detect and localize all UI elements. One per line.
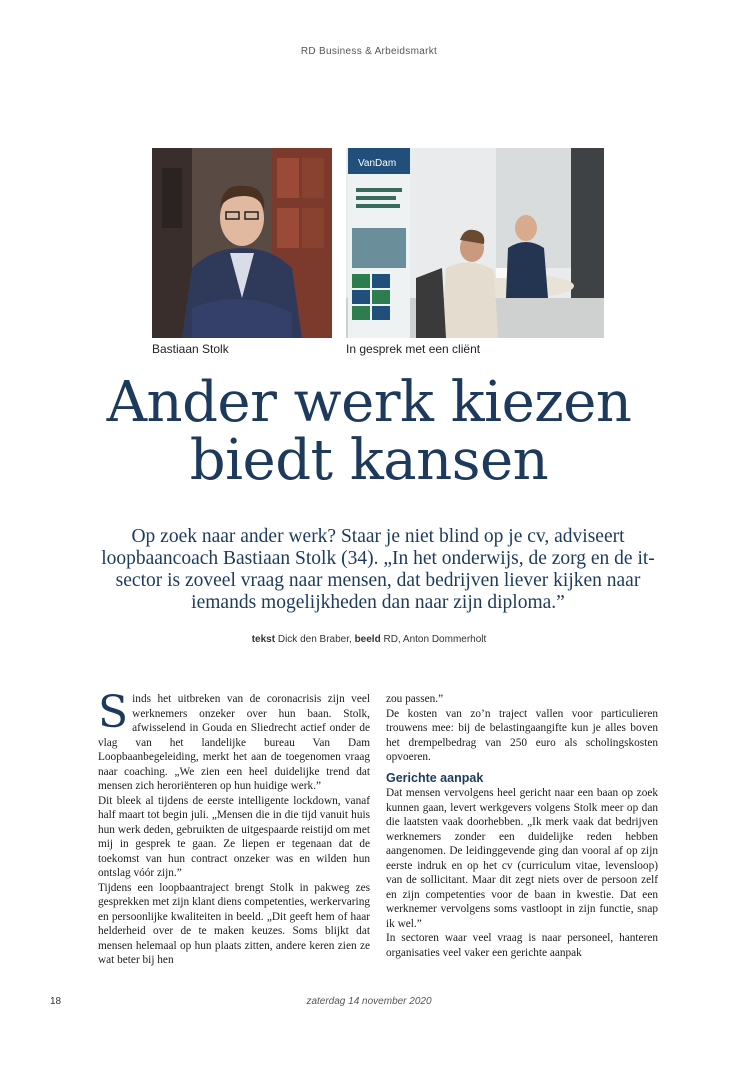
credits-image-label: beeld bbox=[354, 634, 381, 645]
body-column-1 bbox=[98, 687, 370, 968]
body-paragraph: In sectoren waar veel vraag is naar personeel, hanteren organisaties veel vaker een gerichte aanpak bbox=[386, 932, 658, 959]
portrait-caption: Bastiaan Stolk bbox=[152, 342, 229, 356]
meeting-caption: In gesprek met een cliënt bbox=[346, 342, 481, 356]
body-paragraph: Tijdens een loopbaantraject brengt Stolk in pakweg zes gesprekken met zijn klant diens competenties, werkervaring en persoonlijke kwaliteiten in beeld. „Dit geeft hem of haar helderheid over de te maken keuzes. Soms blijkt dat mensen helemaal op hun plaats zitten, andere keren zien ze wat beter bij hen bbox=[98, 881, 370, 966]
credits-text-author: Dick den Braber, bbox=[277, 634, 352, 645]
credits-image-author: RD, Anton Dommerholt bbox=[383, 634, 487, 645]
article-headline bbox=[0, 370, 738, 493]
body-paragraph: zou passen.” bbox=[386, 693, 444, 705]
body-column-2 bbox=[386, 692, 658, 960]
body-paragraph: Sinds het uitbreken van de coronacrisis zijn veel werknemers onzeker over hun baan. Stolk, afwisselend in Gouda en Sliedrecht actief onder de vlag van het landelijke bureau Van Dam Loopbaanbegeleiding, merkt het aan de toegenomen vraag naar coaching. „We zien een heel duidelijke trend dat mensen zich heroriënteren op hun huidige werk.” bbox=[98, 687, 370, 792]
headline-line-1: Ander werk kiezen bbox=[106, 370, 632, 435]
section-subheading: Gerichte aanpak bbox=[386, 770, 484, 785]
meeting-photo bbox=[346, 148, 604, 338]
headline-line-2: biedt kansen bbox=[189, 428, 549, 493]
section-header: RD Business & Arbeidsmarkt bbox=[300, 46, 438, 57]
issue-date: zaterdag 14 november 2020 bbox=[306, 996, 432, 1007]
body-paragraph: Dit bleek al tijdens de eerste intelligente lockdown, vanaf half maart tot begin juli. „Mensen die in die tijd vanuit huis hun werk deden, gebruikten de uitgespaarde reistijd om met mij in gesprek te gaan. Ze liepen er tegenaan dat de toekomst van hun contract onzeker was en wilden hun ontslag vóór zijn.” bbox=[98, 794, 370, 879]
banner-brand-text: VanDam bbox=[358, 158, 397, 169]
body-paragraph: De kosten van zo’n traject vallen voor particulieren trouwens mee: bij de belastingaangifte kun je alles boven het drempelbedrag van 250 euro als scholingskosten opvoeren. bbox=[386, 707, 658, 763]
article-intro: Op zoek naar ander werk? Staar je niet blind op je cv, adviseert loopbaancoach Bastiaan Stolk (34). „In het onderwijs, de zorg en de it-sector is zoveel vraag naar mensen, dat bedrijven liever kijken naar iemands mogelijkheden dan naar zijn diploma.” bbox=[101, 526, 655, 613]
body-paragraph: Dat mensen vervolgens heel gericht naar een baan op zoek kunnen gaan, levert werkgevers volgens Stolk meer op dan die laatsten vaak doorhebben. „Ik merk vaak dat bedrijven werknemers zonder een duidelijke reden hebben aangenomen. De leidinggevende ging dan vooral af op zijn eerste indruk en op het cv (curriculum vitae, levensloop) van de sollicitant. Maar dit zegt niets over de persoon zelf en zijn competenties voor de baan in kwestie. Dat een werknemer vervolgens soms vastloopt in zijn functie, snap ik wel.” bbox=[386, 787, 658, 930]
credits-text-label: tekst bbox=[251, 634, 276, 645]
article-credits bbox=[0, 634, 738, 645]
portrait-photo bbox=[152, 148, 332, 338]
drop-cap: S bbox=[98, 687, 129, 738]
page-number: 18 bbox=[50, 996, 62, 1007]
